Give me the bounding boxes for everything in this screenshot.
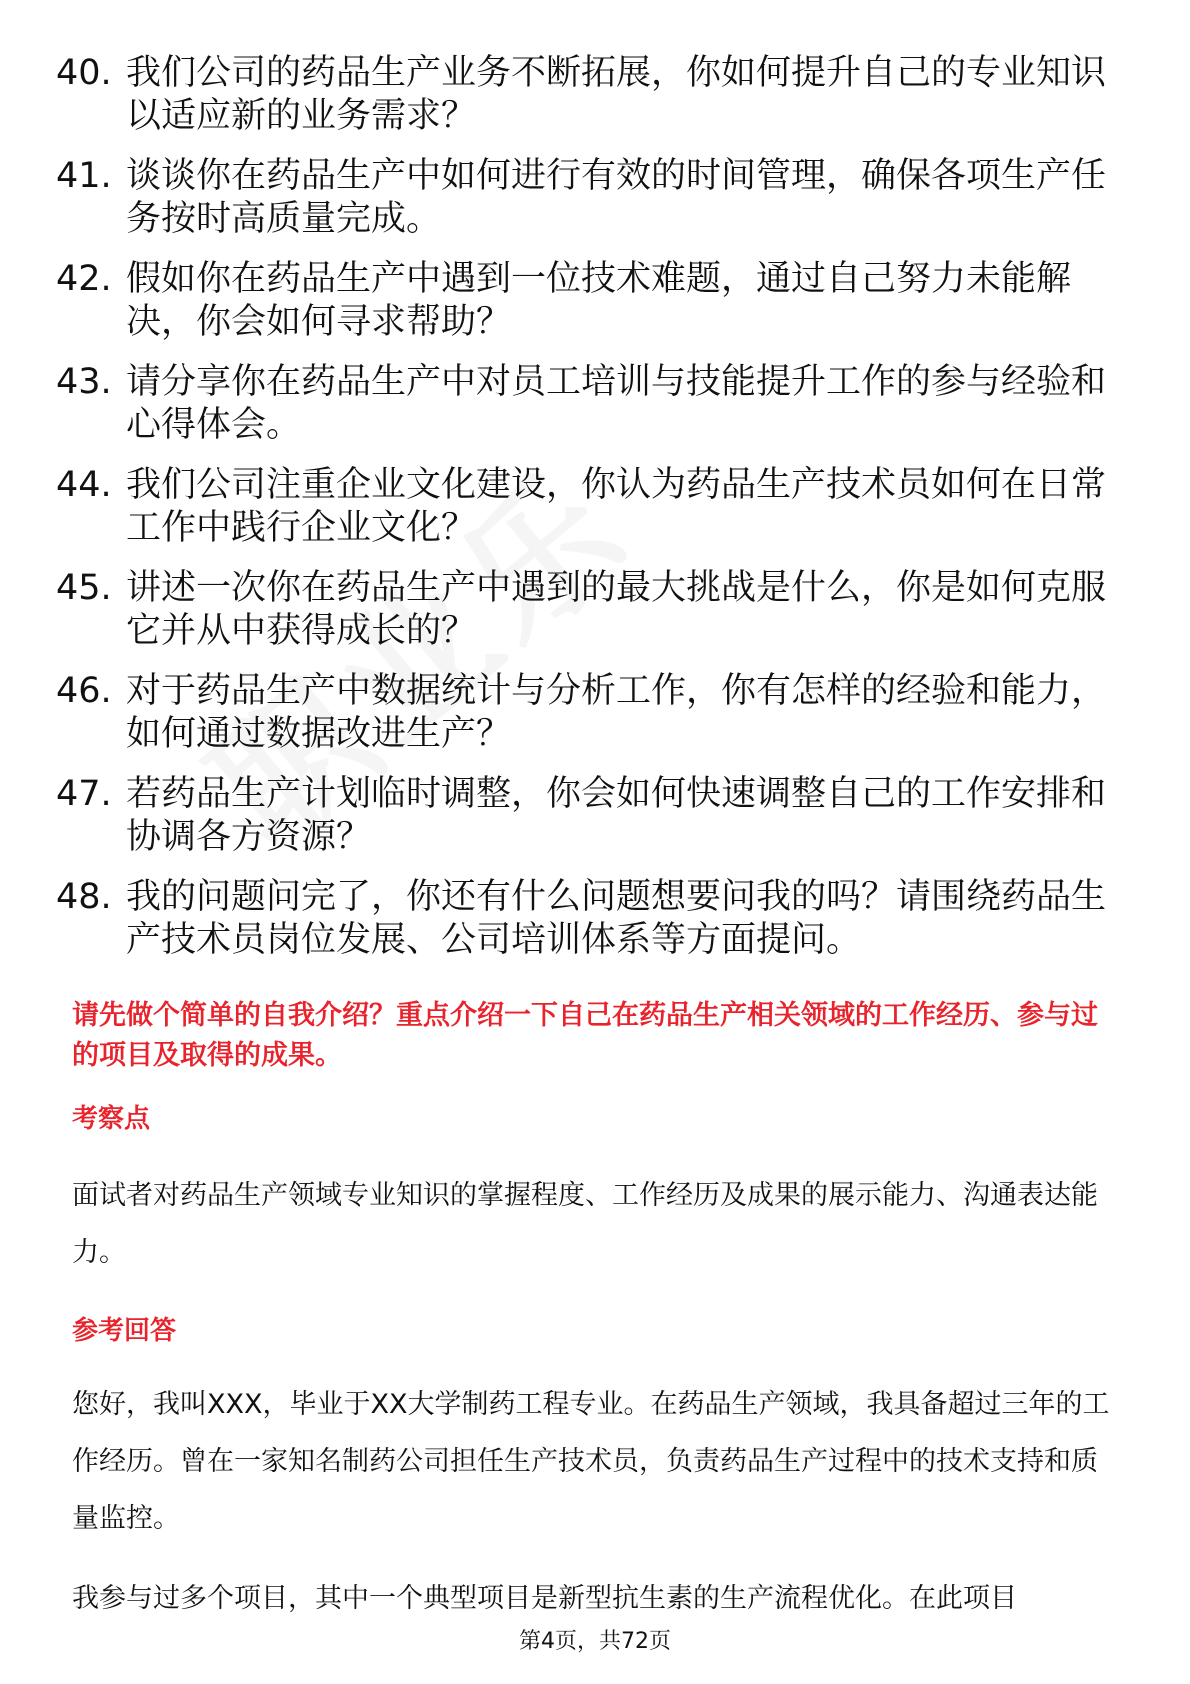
- question-item: [56, 876, 1116, 962]
- cankao-paragraph-1: 您好，我叫XXX，毕业于XX大学制药工程专业。在药品生产领域，我具备超过三年的工作经历。曾在一家知名制药公司担任生产技术员，负责药品生产过程中的技术支持和质量监控。: [72, 1389, 1110, 1534]
- question-number: 45.: [56, 568, 112, 608]
- question-text: 讲述一次你在药品生产中遇到的最大挑战是什么，你是如何克服它并从中获得成长的？: [126, 568, 1107, 651]
- question-item: [56, 258, 1116, 344]
- page-footer: 第4页，共72页: [519, 1629, 671, 1654]
- question-number: 40.: [56, 53, 112, 93]
- question-number: 46.: [56, 671, 112, 711]
- question-item: [56, 773, 1116, 859]
- question-text: 请分享你在药品生产中对员工培训与技能提升工作的参与经验和心得体会。: [126, 362, 1107, 445]
- cankao-paragraph-2: 我参与过多个项目，其中一个典型项目是新型抗生素的生产流程优化。在此项目: [72, 1583, 1017, 1614]
- question-item: [56, 464, 1116, 550]
- question-number: 47.: [56, 774, 112, 814]
- question-item: [56, 670, 1116, 756]
- question-text: 假如你在药品生产中遇到一位技术难题，通过自己努力未能解决，你会如何寻求帮助？: [126, 259, 1072, 342]
- question-number: 43.: [56, 362, 112, 402]
- question-text: 我们公司注重企业文化建设，你认为药品生产技术员如何在日常工作中践行企业文化？: [126, 465, 1107, 548]
- question-item: [56, 52, 1116, 138]
- question-number: 44.: [56, 465, 112, 505]
- highlight-question: 请先做个简单的自我介绍？重点介绍一下自己在药品生产相关领域的工作经历、参与过的项目及取得的成果。: [72, 1000, 1098, 1071]
- question-list: [56, 52, 1116, 979]
- question-number: 42.: [56, 259, 112, 299]
- question-number: 41.: [56, 156, 112, 196]
- question-text: 谈谈你在药品生产中如何进行有效的时间管理，确保各项生产任务按时高质量完成。: [126, 156, 1107, 239]
- question-number: 48.: [56, 877, 112, 917]
- question-item: [56, 155, 1116, 241]
- question-item: [56, 567, 1116, 653]
- question-text: 我们公司的药品生产业务不断拓展，你如何提升自己的专业知识以适应新的业务需求？: [126, 53, 1107, 136]
- kaochadian-body: 面试者对药品生产领域专业知识的掌握程度、工作经历及成果的展示能力、沟通表达能力。: [72, 1180, 1098, 1268]
- question-text: 对于药品生产中数据统计与分析工作，你有怎样的经验和能力，如何通过数据改进生产？: [126, 671, 1107, 754]
- section-title-cankao: 参考回答: [72, 1316, 177, 1346]
- question-text: 若药品生产计划临时调整，你会如何快速调整自己的工作安排和协调各方资源？: [126, 774, 1107, 857]
- question-text: 我的问题问完了，你还有什么问题想要问我的吗？请围绕药品生产技术员岗位发展、公司培训体系等方面提问。: [126, 877, 1107, 960]
- question-item: [56, 361, 1116, 447]
- section-title-kaochadian: 考察点: [72, 1104, 151, 1134]
